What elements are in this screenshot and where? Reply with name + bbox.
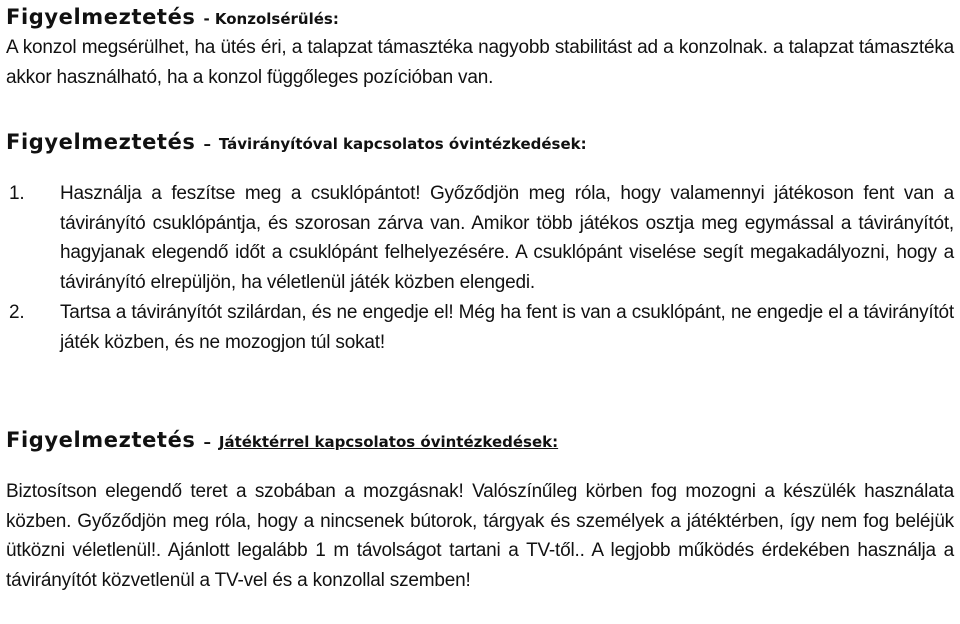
heading-dash: –	[203, 433, 211, 451]
remote-precautions-list	[6, 179, 954, 357]
list-item-number: 2.	[9, 301, 25, 323]
console-damage-text: A konzol megsérülhet, ha ütés éri, a talapzat támasztéka nagyobb stabilitást ad a konzolnak. a talapzat támasztéka akkor használható, ha a konzol függőleges pozícióban van.	[6, 37, 954, 88]
heading-subtitle: - Konzolsérülés:	[203, 10, 339, 28]
list-item-text: Tartsa a távirányítót szilárdan, és ne engedje el! Még ha fent is van a csuklópánt, ne engedje el a távirányítót játék közben, és ne mozogjon túl sokat!	[60, 301, 954, 353]
heading-console-damage	[6, 4, 339, 32]
list-item-number: 1.	[9, 183, 25, 204]
heading-label: Figyelmeztetés	[6, 5, 196, 29]
heading-dash: –	[203, 135, 211, 153]
play-area-text: Biztosítson elegendő teret a szobában a mozgásnak! Valószínűleg körben fog mozogni a készülék használata közben. Győződjön meg róla, hogy a nincsenek bútorok, tárgyak és személyek a játéktérben, így nem fog beléjük ütközni véletlenül!. Ajánlott legalább 1 m távolságot tartani a TV-től.. A legjobb működés érdekében használja a távirányítót közvetlenül a TV-vel és a konzollal szemben!	[6, 481, 954, 592]
heading-remote-precautions	[6, 129, 587, 157]
list-item-text: Használja a feszítse meg a csuklópántot! Győződjön meg róla, hogy valamennyi játékoson fent van a távirányító csuklópántja, és szorosan zárva van. Amikor több játékos osztja meg egymással a távirányítót, hagyjanak elegendő időt a csuklópánt felhelyezésére. A csuklópánt viselése segít megakadályozni, hogy a távirányító elrepüljön, ha véletlenül játék közben elengedi.	[60, 183, 954, 294]
heading-label: Figyelmeztetés	[6, 130, 196, 154]
heading-label: Figyelmeztetés	[6, 428, 196, 452]
list-item	[6, 298, 954, 357]
list-item	[6, 179, 954, 298]
heading-subtitle: Távirányítóval kapcsolatos óvintézkedések:	[218, 135, 587, 153]
heading-play-area-precautions	[6, 427, 558, 455]
heading-subtitle: Játéktérrel kapcsolatos óvintézkedések:	[218, 433, 559, 451]
